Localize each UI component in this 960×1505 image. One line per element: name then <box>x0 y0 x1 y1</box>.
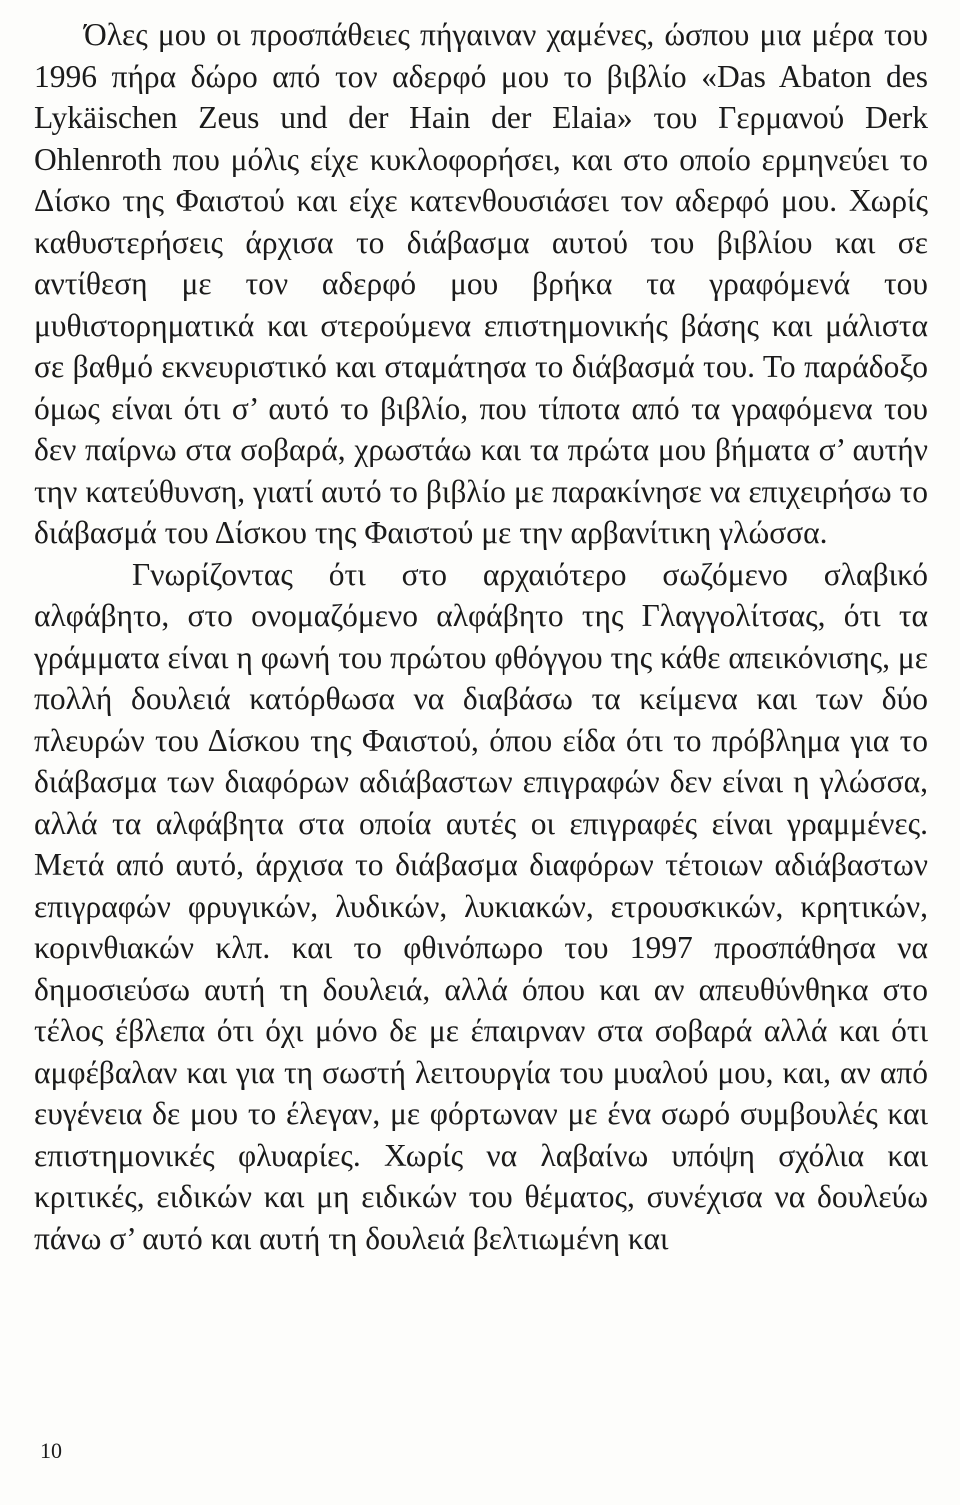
body-text <box>34 14 928 1259</box>
paragraph-2: Γνωρίζοντας ότι στο αρχαιότερο σωζόμενο σλαβικό αλφάβητο, στο ονομαζόμενο αλφάβητο της Γλαγγολίτσας, ότι τα γράμματα είναι η φωνή του πρώτου φθόγγου της κάθε απεικόνισης, με πολλή δουλειά κατόρθωσα να διαβάσω τα κείμενα και των δύο πλευρών του Δίσκου της Φαιστού, όπου είδα ότι το πρόβλημα για το διάβασμα των διαφόρων αδιάβαστων επιγραφών δεν είναι η γλώσσα, αλλά τα αλφάβητα στα οποία αυτές οι επιγραφές είναι γραμμένες. Μετά από αυτό, άρχισα το διάβασμα διαφόρων τέτοιων αδιάβαστων επιγραφών φρυγικών, λυδικών, λυκιακών, ετρουσκικών, κρητικών, κορινθιακών κλπ. και το φθινόπωρο του 1997 προσπάθησα να δημοσιεύσω αυτή τη δουλειά, αλλά όπου και αν απευθύνθηκα στο τέλος έβλεπα ότι όχι μόνο δε με έπαιρναν στα σοβαρά αλλά και ότι αμφέβαλαν και για τη σωστή λειτουργία του μυαλού μου, και, αν από ευγένεια δε μου το έλεγαν, με φόρτωναν με ένα σωρό συμβουλές και επιστημονικές φλυαρίες. Χωρίς να λαβαίνω υπόψη σχόλια και κριτικές, ειδικών και μη ειδικών του θέματος, συνέχισα να δουλεύω πάνω σ’ αυτό και αυτή τη δουλειά βελτιωμένη και <box>34 556 928 1256</box>
paragraph-1: Όλες μου οι προσπάθειες πήγαιναν χαμένες, ώσπου μια μέρα του 1996 πήρα δώρο από τον αδερφό μου το βιβλίο «Das Abaton des Lykäischen Zeus und der Hain der Elaia» του Γερμανού Derk Ohlenroth που μόλις είχε κυκλοφορήσει, και στο οποίο ερμηνεύει το Δίσκο της Φαιστού και είχε κατενθουσιάσει τον αδερφό μου. Χωρίς καθυστερήσεις άρχισα το διάβασμα αυτού του βιβλίου και σε αντίθεση με τον αδερφό μου βρήκα τα γραφόμενά του μυθιστορηματικά και στερούμενα επιστημονικής βάσης και μάλιστα σε βαθμό εκνευριστικό και σταμάτησα το διάβασμά του. Το παράδοξο όμως είναι ότι σ’ αυτό το βιβλίο, που τίποτα από τα γραφόμενα του δεν παίρνω στα σοβαρά, χρωστάω και τα πρώτα μου βήματα σ’ αυτήν την κατεύθυνση, γιατί αυτό το βιβλίο με παρακίνησε να επιχειρήσω το διάβασμά του Δίσκου της Φαιστού με την αρβανίτικη γλώσσα. <box>34 17 928 550</box>
page-number: 10 <box>40 1438 62 1463</box>
